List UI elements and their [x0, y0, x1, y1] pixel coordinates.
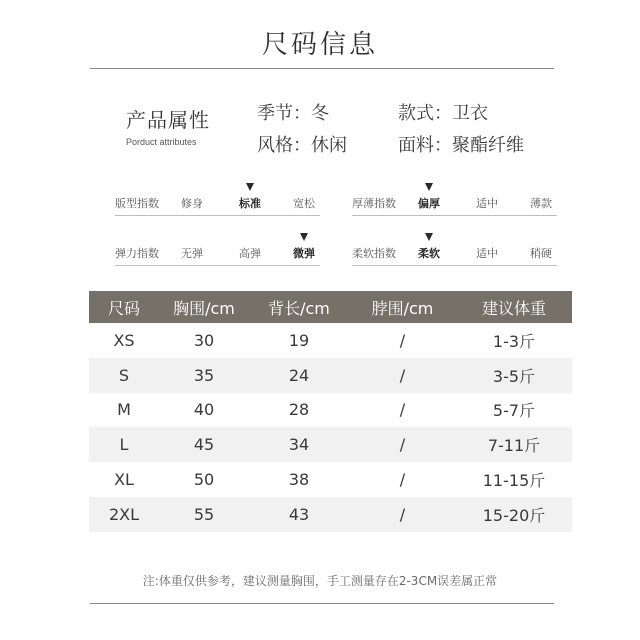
- cell-weight: 11-15斤: [482, 471, 546, 491]
- scale-fit: [115, 195, 320, 215]
- attributes-heading-en: Porduct attributes: [126, 137, 197, 147]
- table-row: [89, 358, 572, 393]
- scale-thickness-label: 厚薄指数: [352, 197, 396, 210]
- cell-size: XS: [113, 330, 135, 350]
- scale-softness-option: 适中: [476, 247, 498, 260]
- scale-elasticity: [115, 245, 320, 265]
- scale-elasticity-option: 微弹: [293, 247, 315, 260]
- cell-weight: 3-5斤: [492, 366, 536, 386]
- attr-style: 款式：卫衣: [398, 103, 488, 124]
- table-row: [89, 462, 572, 497]
- cell-back-length: 38: [288, 470, 310, 490]
- size-table-header: [89, 291, 572, 323]
- cell-back-length: 28: [288, 400, 310, 420]
- table-row: [89, 323, 572, 358]
- header-back-length: 背长/cm: [268, 298, 330, 318]
- header-chest: 胸围/cm: [173, 298, 235, 318]
- attr-vibe: 风格：休闲: [257, 135, 347, 156]
- header-size: 尺码: [107, 298, 140, 318]
- cell-size: L: [119, 435, 129, 455]
- scale-fit-option: 标准: [239, 197, 261, 210]
- top-divider: [90, 68, 554, 69]
- size-table: [89, 291, 572, 532]
- scale-thickness-option: 薄款: [530, 197, 552, 210]
- cell-size: 2XL: [108, 504, 140, 524]
- scale-elasticity-label: 弹力指数: [115, 247, 159, 260]
- page-title: 尺码信息: [261, 30, 378, 60]
- scale-softness: [352, 245, 557, 265]
- cell-chest: 35: [193, 365, 215, 385]
- cell-back-length: 24: [288, 365, 310, 385]
- scale-elasticity-marker-icon: [300, 233, 308, 241]
- attributes-heading: 产品属性: [126, 108, 210, 132]
- scale-softness-option: 稍硬: [530, 247, 552, 260]
- cell-chest: 55: [193, 504, 215, 524]
- scale-thickness-option: 偏厚: [418, 197, 440, 210]
- scale-elasticity-option: 无弹: [181, 247, 203, 260]
- cell-weight: 1-3斤: [492, 331, 536, 351]
- cell-chest: 30: [193, 330, 215, 350]
- scale-fit-option: 修身: [181, 197, 203, 210]
- cell-weight: 15-20斤: [482, 505, 546, 525]
- cell-chest: 45: [193, 435, 215, 455]
- scale-softness-label: 柔软指数: [352, 247, 396, 260]
- scale-softness-marker-icon: [425, 233, 433, 241]
- scale-thickness-line: [352, 215, 557, 216]
- cell-neck: /: [399, 400, 406, 420]
- cell-weight: 7-11斤: [487, 436, 541, 456]
- scale-elasticity-line: [115, 265, 320, 266]
- attr-season: 季节：冬: [257, 103, 329, 124]
- cell-back-length: 19: [288, 330, 310, 350]
- cell-chest: 50: [193, 470, 215, 490]
- attr-fabric: 面料：聚酯纤维: [398, 135, 524, 156]
- cell-neck: /: [399, 365, 406, 385]
- scale-fit-option: 宽松: [293, 197, 315, 210]
- scale-fit-marker-icon: [246, 183, 254, 191]
- cell-neck: /: [399, 504, 406, 524]
- scale-thickness-option: 适中: [476, 197, 498, 210]
- scale-thickness: [352, 195, 557, 215]
- cell-size: S: [118, 365, 130, 385]
- table-row: [89, 497, 572, 532]
- scale-fit-label: 版型指数: [115, 197, 159, 210]
- table-row: [89, 393, 572, 428]
- cell-neck: /: [399, 435, 406, 455]
- cell-neck: /: [399, 330, 406, 350]
- bottom-divider: [90, 603, 554, 604]
- scale-elasticity-option: 高弹: [239, 247, 261, 260]
- cell-back-length: 43: [288, 504, 310, 524]
- footnote: 注:体重仅供参考，建议测量胸围，手工测量存在2-3CM误差属正常: [142, 574, 498, 588]
- scale-softness-line: [352, 265, 557, 266]
- header-weight: 建议体重: [481, 298, 546, 318]
- cell-back-length: 34: [288, 435, 310, 455]
- cell-weight: 5-7斤: [492, 401, 536, 421]
- scale-fit-line: [115, 215, 320, 216]
- cell-neck: /: [399, 470, 406, 490]
- table-row: [89, 427, 572, 462]
- cell-size: M: [117, 400, 131, 420]
- cell-chest: 40: [193, 400, 215, 420]
- cell-size: XL: [114, 470, 134, 490]
- scale-thickness-marker-icon: [425, 183, 433, 191]
- header-neck: 脖围/cm: [371, 298, 434, 318]
- scale-softness-option: 柔软: [418, 247, 440, 260]
